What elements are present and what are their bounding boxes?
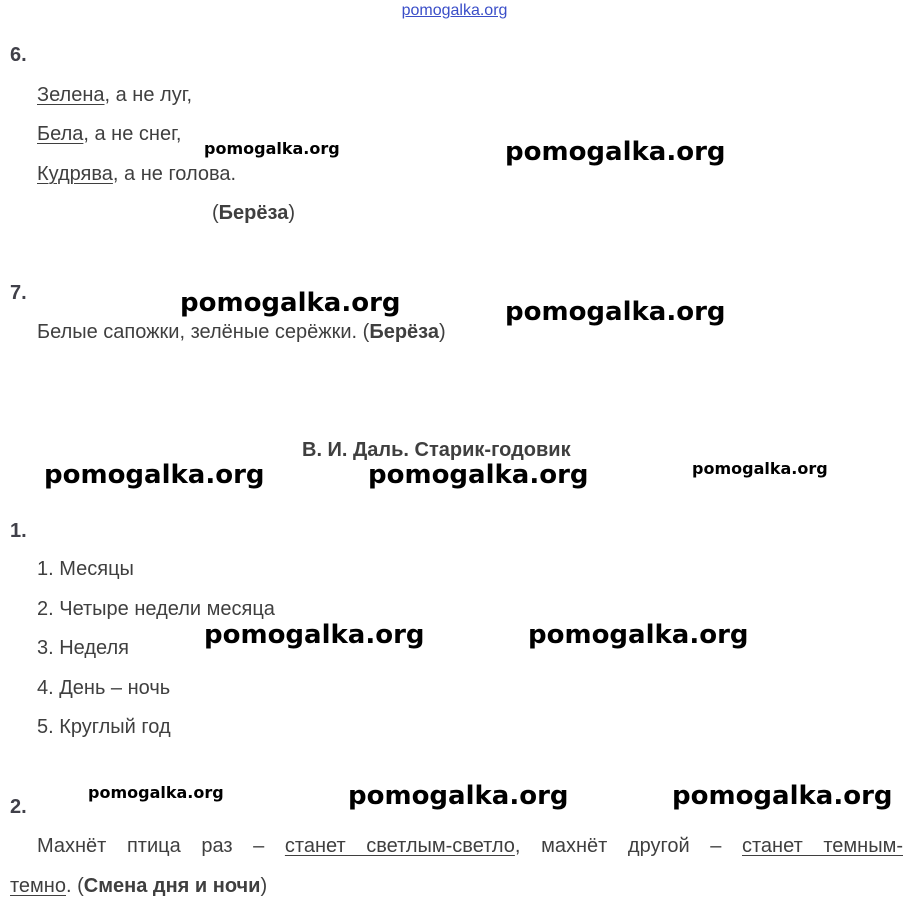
top-watermark-link[interactable]: pomogalka.org [401,2,508,19]
list-item: 2. Четыре недели месяца [37,598,275,620]
list-item: 3. Неделя [37,637,129,659]
item-number-7: 7. [10,282,27,304]
answer-6: (Берёза) [212,202,295,224]
watermark: pomogalka.org [505,297,726,327]
underlined-word: Зелена [37,84,105,106]
riddle-7-text: Белые сапожки, зелёные серёжки. (Берёза) [37,321,446,343]
watermark: pomogalka.org [505,137,726,167]
question-number-2: 2. [10,796,27,818]
underlined-phrase: станет темным- [742,835,903,857]
line-text: , а не голова. [112,163,237,185]
item-number-6: 6. [10,44,27,66]
poem-line-3 [37,163,236,186]
underlined-word: Кудрява [37,163,113,185]
answer-word: Берёза [369,321,439,343]
question-number-1: 1. [10,520,27,542]
answer-word: Берёза [218,202,289,224]
watermark: pomogalka.org [204,620,425,650]
watermark: pomogalka.org [692,459,828,478]
line-text: , а не снег, [83,123,182,145]
watermark: pomogalka.org [672,781,893,811]
answer-2-line-1: Махнёт птица раз – станет светлым-светло, махнёт другой – станет темным- [37,835,903,857]
answer-2-line-2: темно. (Смена дня и ночи) [10,875,268,897]
section-heading: В. И. Даль. Старик-годовик [302,439,571,461]
list-item: 5. Круглый год [37,716,171,738]
watermark: pomogalka.org [348,781,569,811]
answer-word: Смена дня и ночи [83,875,261,897]
list-item: 4. День – ночь [37,677,171,699]
underlined-phrase: темно [10,875,66,897]
underlined-word: Бела [37,123,84,145]
watermark: pomogalka.org [88,783,224,802]
watermark: pomogalka.org [368,460,589,490]
watermark: pomogalka.org [44,460,265,490]
watermark: pomogalka.org [180,288,401,318]
watermark: pomogalka.org [528,620,749,650]
watermark: pomogalka.org [204,139,340,158]
poem-line-2 [37,123,182,146]
underlined-phrase: станет светлым-светло [284,835,515,857]
poem-line-1 [37,84,192,107]
list-item: 1. Месяцы [37,558,134,580]
line-text: , а не луг, [104,84,193,106]
